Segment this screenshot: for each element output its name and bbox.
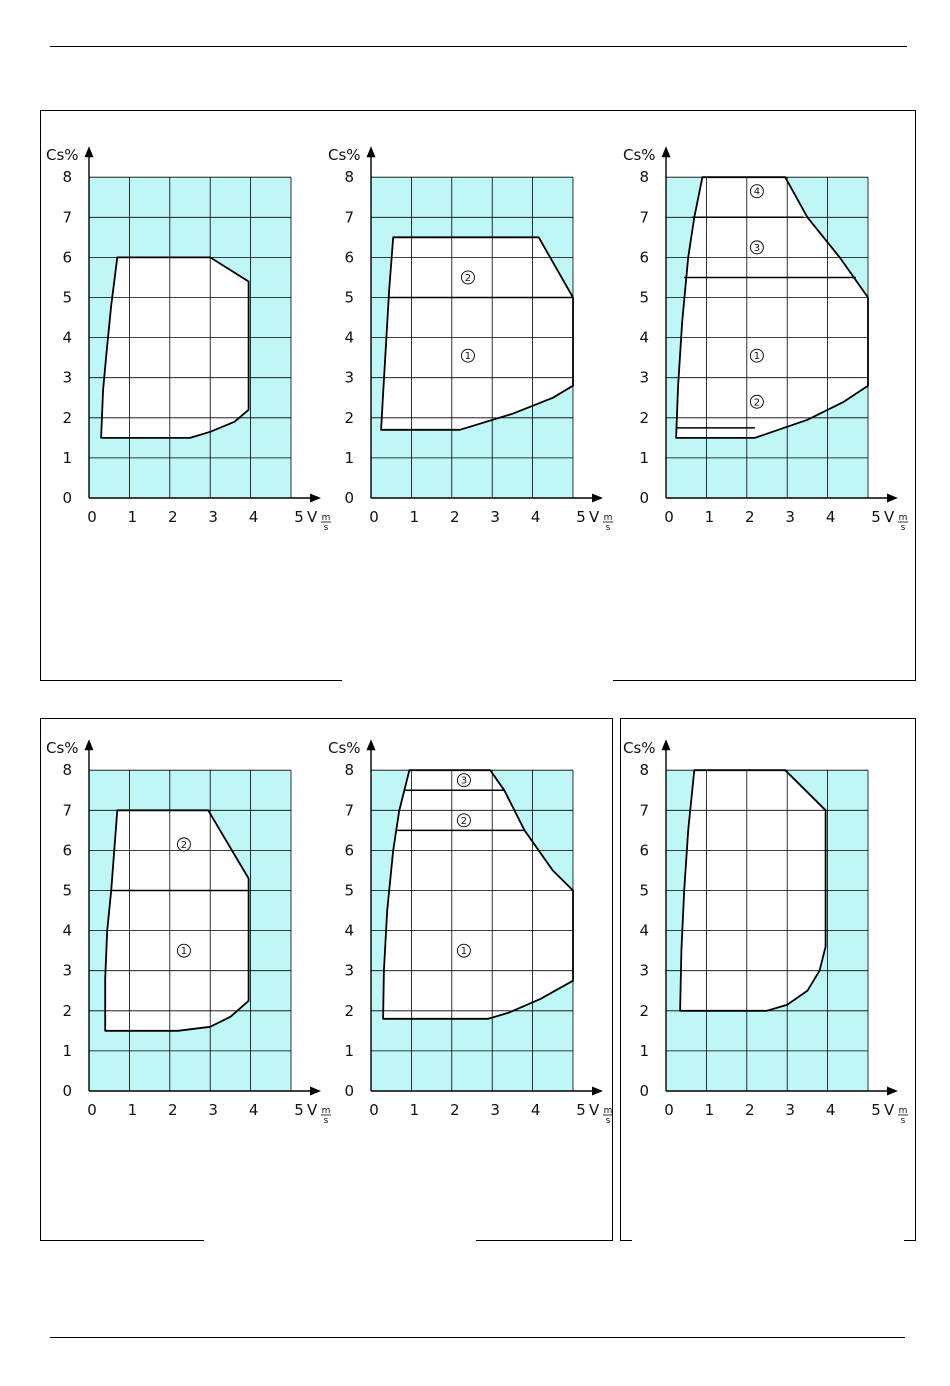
- x-axis-arrow: [887, 1087, 898, 1096]
- x-tick-label: 0: [369, 1101, 379, 1119]
- x-axis-arrow: [592, 1087, 603, 1096]
- zone-marker-label: 3: [460, 775, 468, 787]
- x-tick-label: 5: [294, 508, 304, 526]
- zone-marker-label: 4: [753, 186, 761, 198]
- x-tick-label: 1: [704, 508, 715, 526]
- y-tick-label: 2: [639, 408, 649, 427]
- y-tick-label: 7: [344, 801, 354, 820]
- x-axis-arrow: [310, 1087, 321, 1096]
- y-tick-label: 5: [344, 288, 354, 307]
- x-tick-label: 1: [409, 508, 420, 526]
- y-tick-label: 5: [344, 881, 354, 900]
- y-tick-label: 5: [639, 288, 649, 307]
- x-unit-numerator: m: [898, 513, 908, 523]
- y-axis-label: Cs%: [46, 146, 79, 165]
- y-tick-label: 3: [62, 368, 72, 387]
- zone-marker-label: 3: [753, 242, 761, 254]
- x-axis-label: V: [307, 508, 318, 526]
- y-tick-label: 4: [344, 328, 354, 347]
- y-tick-label: 4: [344, 921, 354, 940]
- y-tick-label: 0: [62, 489, 72, 507]
- y-tick-label: 4: [62, 328, 72, 347]
- y-tick-label: 7: [344, 208, 354, 227]
- x-tick-label: 5: [871, 1101, 881, 1119]
- y-tick-label: 6: [62, 841, 72, 860]
- y-axis-label: Cs%: [328, 739, 361, 758]
- zone-marker-label: 2: [753, 397, 761, 409]
- y-tick-label: 6: [62, 248, 72, 267]
- y-tick-label: 7: [62, 801, 72, 820]
- x-tick-label: 2: [168, 1101, 178, 1119]
- y-tick-label: 5: [62, 881, 72, 900]
- x-axis-arrow: [592, 494, 603, 503]
- x-tick-label: 0: [664, 508, 674, 526]
- y-axis-arrow: [85, 146, 94, 157]
- x-unit-numerator: m: [898, 1106, 908, 1116]
- y-tick-label: 0: [344, 1082, 354, 1100]
- y-tick-label: 3: [639, 368, 649, 387]
- y-tick-label: 8: [62, 168, 72, 187]
- y-tick-label: 8: [344, 761, 354, 780]
- envelope-fill: [101, 257, 249, 438]
- y-tick-label: 3: [639, 961, 649, 980]
- x-tick-label: 3: [208, 508, 218, 526]
- y-tick-label: 5: [62, 288, 72, 307]
- y-tick-label: 1: [344, 1041, 354, 1060]
- y-tick-label: 2: [639, 1001, 649, 1020]
- y-axis-label: Cs%: [623, 146, 656, 165]
- x-axis-label: V: [589, 508, 600, 526]
- x-tick-label: 5: [294, 1101, 304, 1119]
- x-tick-label: 0: [664, 1101, 674, 1119]
- y-tick-label: 7: [639, 208, 649, 227]
- y-axis-arrow: [367, 146, 376, 157]
- x-tick-label: 1: [127, 508, 138, 526]
- x-tick-label: 4: [825, 1101, 836, 1119]
- zone-marker-label: 1: [753, 351, 761, 363]
- x-tick-label: 4: [530, 1101, 541, 1119]
- x-unit-denominator: s: [605, 523, 611, 533]
- y-axis-arrow: [662, 146, 671, 157]
- x-tick-label: 3: [785, 1101, 795, 1119]
- zone-marker-label: 2: [464, 272, 472, 284]
- x-unit-numerator: m: [603, 1106, 613, 1116]
- y-tick-label: 0: [62, 1082, 72, 1100]
- x-tick-label: 5: [576, 1101, 586, 1119]
- y-tick-label: 7: [62, 208, 72, 227]
- x-axis-label: V: [884, 508, 895, 526]
- y-tick-label: 8: [639, 168, 649, 187]
- y-tick-label: 8: [62, 761, 72, 780]
- zone-marker-label: 1: [180, 946, 188, 958]
- zone-marker-label: 1: [460, 946, 468, 958]
- x-tick-label: 2: [745, 1101, 755, 1119]
- x-tick-label: 4: [248, 1101, 259, 1119]
- y-tick-label: 0: [639, 1082, 649, 1100]
- y-tick-label: 1: [639, 448, 649, 467]
- x-tick-label: 1: [704, 1101, 715, 1119]
- x-unit-numerator: m: [321, 513, 331, 523]
- y-tick-label: 0: [639, 489, 649, 507]
- y-axis-label: Cs%: [328, 146, 361, 165]
- y-tick-label: 5: [639, 881, 649, 900]
- x-unit-denominator: s: [605, 1116, 611, 1126]
- x-unit-numerator: m: [321, 1106, 331, 1116]
- x-tick-label: 5: [871, 508, 881, 526]
- chart-2: [328, 146, 613, 533]
- x-tick-label: 3: [490, 1101, 500, 1119]
- x-unit-denominator: s: [900, 1116, 906, 1126]
- y-axis-label: Cs%: [46, 739, 79, 758]
- x-tick-label: 0: [87, 1101, 97, 1119]
- x-tick-label: 0: [87, 508, 97, 526]
- y-tick-label: 6: [344, 248, 354, 267]
- y-tick-label: 8: [639, 761, 649, 780]
- y-tick-label: 6: [639, 841, 649, 860]
- y-axis-label: Cs%: [623, 739, 656, 758]
- y-tick-label: 1: [62, 1041, 72, 1060]
- x-tick-label: 0: [369, 508, 379, 526]
- x-tick-label: 5: [576, 508, 586, 526]
- y-tick-label: 0: [344, 489, 354, 507]
- chart-5: [328, 739, 613, 1126]
- x-unit-numerator: m: [603, 513, 613, 523]
- y-tick-label: 4: [639, 921, 649, 940]
- y-tick-label: 4: [62, 921, 72, 940]
- y-tick-label: 1: [62, 448, 72, 467]
- x-tick-label: 3: [208, 1101, 218, 1119]
- x-unit-denominator: s: [323, 1116, 329, 1126]
- y-tick-label: 4: [639, 328, 649, 347]
- y-tick-label: 1: [344, 448, 354, 467]
- chart-1: [46, 146, 331, 533]
- x-tick-label: 4: [530, 508, 541, 526]
- y-axis-arrow: [662, 739, 671, 750]
- chart-4: [46, 739, 331, 1126]
- y-tick-label: 1: [639, 1041, 649, 1060]
- x-tick-label: 3: [785, 508, 795, 526]
- zone-marker-label: 2: [180, 839, 188, 851]
- y-tick-label: 2: [62, 408, 72, 427]
- x-tick-label: 4: [248, 508, 259, 526]
- x-unit-denominator: s: [900, 523, 906, 533]
- zone-marker-label: 1: [464, 351, 472, 363]
- x-tick-label: 2: [450, 508, 460, 526]
- x-tick-label: 1: [127, 1101, 138, 1119]
- y-tick-label: 6: [344, 841, 354, 860]
- y-tick-label: 6: [639, 248, 649, 267]
- x-tick-label: 1: [409, 1101, 420, 1119]
- y-tick-label: 2: [344, 408, 354, 427]
- x-axis-arrow: [310, 494, 321, 503]
- y-tick-label: 2: [344, 1001, 354, 1020]
- y-tick-label: 7: [639, 801, 649, 820]
- chart-6: [623, 739, 908, 1126]
- x-axis-arrow: [887, 494, 898, 503]
- y-tick-label: 8: [344, 168, 354, 187]
- y-axis-arrow: [85, 739, 94, 750]
- x-axis-label: V: [307, 1101, 318, 1119]
- x-tick-label: 3: [490, 508, 500, 526]
- y-tick-label: 2: [62, 1001, 72, 1020]
- x-tick-label: 2: [450, 1101, 460, 1119]
- y-tick-label: 3: [344, 368, 354, 387]
- x-tick-label: 2: [745, 508, 755, 526]
- x-axis-label: V: [589, 1101, 600, 1119]
- x-tick-label: 4: [825, 508, 836, 526]
- x-unit-denominator: s: [323, 523, 329, 533]
- y-axis-arrow: [367, 739, 376, 750]
- x-tick-label: 2: [168, 508, 178, 526]
- zone-marker-label: 2: [460, 815, 468, 827]
- y-tick-label: 3: [62, 961, 72, 980]
- y-tick-label: 3: [344, 961, 354, 980]
- chart-3: [623, 146, 908, 533]
- x-axis-label: V: [884, 1101, 895, 1119]
